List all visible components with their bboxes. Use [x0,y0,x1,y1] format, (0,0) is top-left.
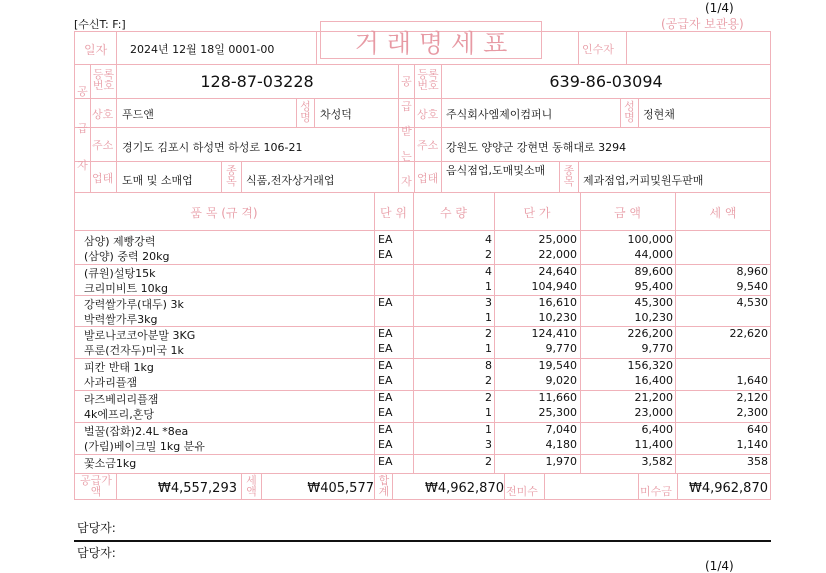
table-cell-price: 16,610 [538,296,577,309]
supplier-reg-no: 128-87-03228 [200,72,314,91]
table-cell-price: 19,540 [538,359,577,372]
buyer-biz-label: 업태 [417,172,439,185]
table-cell-tax: 8,960 [736,265,768,278]
table-cell-qty: 2 [485,374,492,387]
buyer-reg-label: 등록번호 [417,68,439,92]
table-cell-price: 25,300 [538,406,577,419]
table-cell-unit: EA [378,438,393,451]
table-cell-amount: 9,770 [641,342,673,355]
side-char: 자 [401,175,412,188]
table-cell-unit: EA [378,423,393,436]
table-cell-amount: 16,400 [634,374,673,387]
table-cell-name: 꽃소금1kg [84,457,137,470]
table-cell-price: 104,940 [531,280,577,293]
total-label: 합계 [378,474,390,498]
page-number: (1/4) [705,1,734,15]
table-cell-tax: 2,120 [736,391,768,404]
table-cell-unit: EA [378,374,393,387]
table-cell-qty: 8 [485,359,492,372]
table-cell-price: 7,040 [545,423,577,436]
table-cell-qty: 3 [485,438,492,451]
page-number-2: (1/4) [705,559,734,573]
table-cell-unit: EA [378,342,393,355]
table-cell-amount: 156,320 [627,359,673,372]
table-cell-name: 박력쌀가루3kg [84,313,158,326]
supplier-biz: 도매 및 소매업 [122,174,193,187]
table-cell-qty: 2 [485,327,492,340]
table-cell-price: 10,230 [538,311,577,324]
table-cell-amount: 95,400 [634,280,673,293]
buyer-name: 주식회사엠제이컴퍼니 [446,108,553,121]
table-cell-amount: 23,000 [634,406,673,419]
table-cell-price: 9,770 [545,342,577,355]
supplier-addr: 경기도 김포시 하성면 하성로 106-21 [122,141,303,154]
table-cell-amount: 100,000 [627,233,673,246]
table-cell-qty: 2 [485,391,492,404]
col-header-item: 품 목 (규 격) [190,206,258,220]
side-char: 공 [77,85,88,98]
table-cell-qty: 1 [485,423,492,436]
table-cell-name: 피칸 반태 1kg [84,361,154,374]
table-cell-amount: 10,230 [634,311,673,324]
col-header-qty: 수 량 [440,206,467,220]
tax-total: ₩405,577 [307,481,374,496]
table-cell-amount: 11,400 [634,438,673,451]
supplier-biz-label: 업태 [92,172,114,185]
manager-label-1: 담당자: [77,521,116,535]
table-cell-name: 푸룬(건자두)미국 1k [84,344,184,357]
buyer-addr-label: 주소 [417,139,439,152]
table-cell-tax: 2,300 [736,406,768,419]
table-cell-name: (가림)베이크밀 1kg 분유 [84,440,205,453]
table-cell-tax: 640 [747,423,768,436]
table-cell-amount: 45,300 [634,296,673,309]
side-char: 공 [401,75,412,88]
table-cell-name: (큐원)설탕15k [84,267,156,280]
buyer-item: 제과점업,커피및원두판매 [583,174,704,187]
manager-label-2: 담당자: [77,546,116,560]
balance-label: 미수금 [640,485,672,498]
balance-value: ₩4,962,870 [688,481,768,496]
col-header-unit: 단 위 [380,206,407,220]
supplier-side-label [75,86,90,171]
copy-type: (공급자 보관용) [661,17,744,31]
table-cell-qty: 4 [485,233,492,246]
table-cell-unit: EA [378,233,393,246]
table-cell-price: 25,000 [538,233,577,246]
table-cell-tax: 1,140 [736,438,768,451]
table-cell-amount: 3,582 [641,455,673,468]
table-cell-unit: EA [378,327,393,340]
supply-label: 공급가액 [80,474,112,498]
table-cell-price: 124,410 [531,327,577,340]
table-cell-price: 1,970 [545,455,577,468]
supplier-name-label: 상호 [92,108,114,121]
table-cell-unit: EA [378,455,393,468]
table-cell-qty: 1 [485,342,492,355]
date-label: 일자 [84,43,108,57]
table-cell-name: 발로나코코아분말 3KG [84,329,196,342]
table-cell-unit: EA [378,296,393,309]
supplier-reg-label: 등록번호 [92,68,115,92]
col-header-amount: 금 액 [614,206,641,220]
table-cell-tax: 22,620 [729,327,768,340]
table-cell-name: 삼양) 제빵강력 [84,235,156,248]
supplier-item-label: 종목 [226,164,237,188]
table-cell-tax: 1,640 [736,374,768,387]
table-cell-price: 11,660 [538,391,577,404]
table-cell-price: 9,020 [545,374,577,387]
table-cell-price: 4,180 [545,438,577,451]
col-header-price: 단 가 [523,206,551,220]
table-cell-qty: 4 [485,265,492,278]
table-cell-amount: 6,400 [641,423,673,436]
table-cell-price: 22,000 [538,248,577,261]
supplier-addr-label: 주소 [92,139,114,152]
grand-total: ₩4,962,870 [424,481,504,496]
table-cell-qty: 3 [485,296,492,309]
table-cell-unit: EA [378,359,393,372]
side-char: 급 [77,122,88,135]
receiver-label: 인수자 [582,43,614,56]
buyer-addr: 강원도 양양군 강현면 동해대로 3294 [446,141,627,154]
table-cell-tax: 358 [747,455,768,468]
buyer-reg-no: 639-86-03094 [549,72,663,91]
table-cell-unit: EA [378,248,393,261]
buyer-item-label: 종목 [563,164,575,188]
supplier-rep: 차성덕 [320,108,352,121]
table-cell-name: (삼양) 중력 20kg [84,250,170,263]
buyer-rep-label: 성명 [624,100,635,124]
section-divider [74,540,771,542]
recv-info: [수신T: F:] [74,18,126,31]
table-cell-name: 사과리플잼 [84,376,138,389]
supplier-name: 푸드앤 [122,108,154,121]
side-char: 자 [77,159,88,172]
table-cell-qty: 1 [485,406,492,419]
side-char: 는 [401,150,412,163]
date-value: 2024년 12월 18일 0001-00 [130,43,275,56]
table-cell-qty: 2 [485,455,492,468]
side-char: 급 [401,100,412,113]
supply-total: ₩4,557,293 [157,481,237,496]
table-cell-tax: 9,540 [736,280,768,293]
table-cell-amount: 21,200 [634,391,673,404]
table-cell-price: 24,640 [538,265,577,278]
table-cell-name: 4k에프리,혼당 [84,408,154,421]
buyer-biz: 음식점업,도매및소매 [446,164,546,177]
buyer-side-label [399,76,414,187]
supplier-rep-label: 성명 [300,100,311,124]
table-cell-qty: 2 [485,248,492,261]
table-cell-unit: EA [378,406,393,419]
col-header-tax: 세 액 [709,206,737,220]
table-cell-qty: 1 [485,311,492,324]
unpaid-label: 전미수 [506,485,538,498]
table-cell-amount: 44,000 [634,248,673,261]
supplier-item: 식품,전자상거래업 [246,174,335,187]
table-cell-amount: 226,200 [627,327,673,340]
document-title: 거 래 명 세 표 [354,29,508,58]
table-cell-name: 강력쌀가루(대두) 3k [84,298,184,311]
tax-label: 세액 [246,474,257,498]
side-char: 받 [401,125,412,138]
buyer-rep: 정현채 [643,108,675,121]
table-cell-qty: 1 [485,280,492,293]
table-cell-name: 크리미비트 10kg [84,282,168,295]
table-cell-tax: 4,530 [736,296,768,309]
table-cell-amount: 89,600 [634,265,673,278]
table-cell-name: 라즈베리리플잼 [84,393,159,406]
table-cell-unit: EA [378,391,393,404]
table-cell-name: 벌꿀(잡화)2.4L *8ea [84,425,189,438]
buyer-name-label: 상호 [417,108,439,121]
